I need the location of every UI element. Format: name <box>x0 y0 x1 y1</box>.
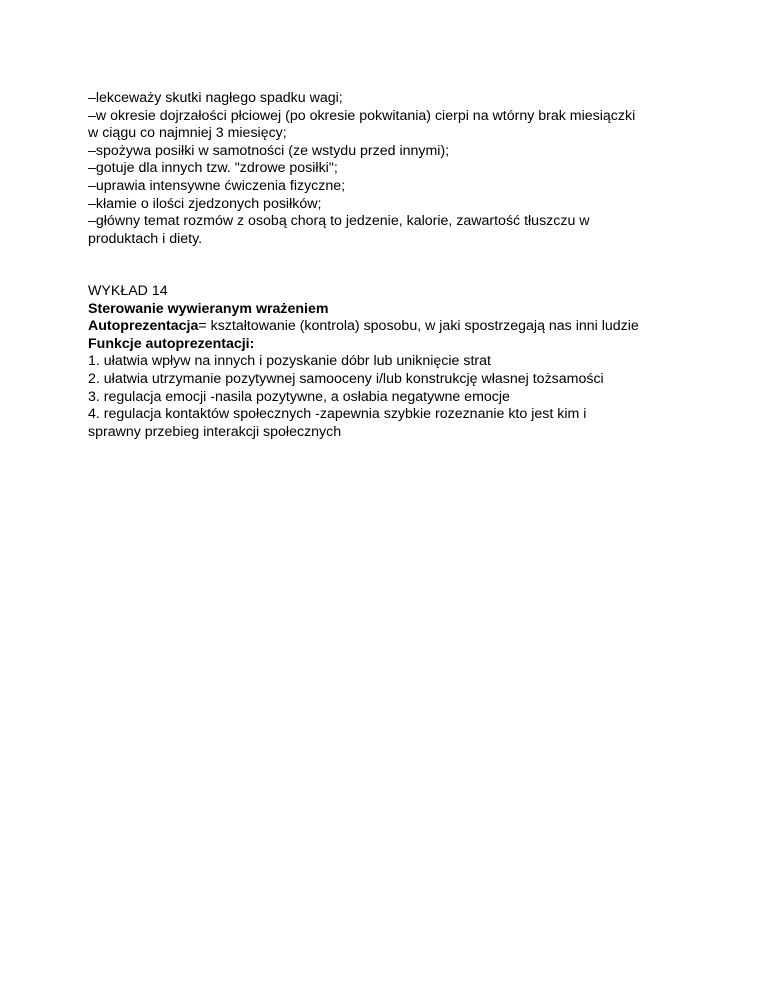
function-item: 3. regulacja emocji -nasila pozytywne, a osłabia negatywne emocje <box>88 388 510 405</box>
definition-line <box>88 318 688 336</box>
symptom-line: –gotuje dla innych tzw. "zdrowe posiłki"; <box>88 160 338 177</box>
symptom-line: w ciągu co najmniej 3 miesięcy; <box>88 125 287 142</box>
function-item: 4. regulacja kontaktów społecznych -zapewnia szybkie rozeznanie kto jest kim i <box>88 406 587 423</box>
symptom-line: –w okresie dojrzałości płciowej (po okresie pokwitania) cierpi na wtórny brak miesiączki <box>88 107 636 124</box>
symptom-line: –uprawia intensywne ćwiczenia fizyczne; <box>88 177 346 194</box>
lecture-label: WYKŁAD 14 <box>88 283 168 299</box>
symptom-line: –spożywa posiłki w samotności (ze wstydu przed innymi); <box>88 142 450 159</box>
lecture-section <box>88 283 688 441</box>
symptom-line: –główny temat rozmów z osobą chorą to jedzenie, kalorie, zawartość tłuszczu w <box>88 213 590 230</box>
functions-heading: Funkcje autoprezentacji: <box>88 335 255 352</box>
function-item: 1. ułatwia wpływ na innych i pozyskanie dóbr lub uniknięcie strat <box>88 353 491 370</box>
function-item: sprawny przebieg interakcji społecznych <box>88 423 342 440</box>
lecture-title: Sterowanie wywieranym wrażeniem <box>88 300 329 317</box>
definition-term: Autoprezentacja <box>88 318 199 335</box>
function-item: 2. ułatwia utrzymanie pozytywnej samooceny i/lub konstrukcję własnej tożsamości <box>88 370 604 387</box>
symptom-line: –lekceważy skutki nagłego spadku wagi; <box>88 90 343 106</box>
symptom-line: produktach i diety. <box>88 230 203 247</box>
symptoms-list <box>88 90 688 248</box>
definition-text: = kształtowanie (kontrola) sposobu, w jaki spostrzegają nas inni ludzie <box>198 318 639 335</box>
symptom-line: –kłamie o ilości zjedzonych posiłków; <box>88 195 322 212</box>
